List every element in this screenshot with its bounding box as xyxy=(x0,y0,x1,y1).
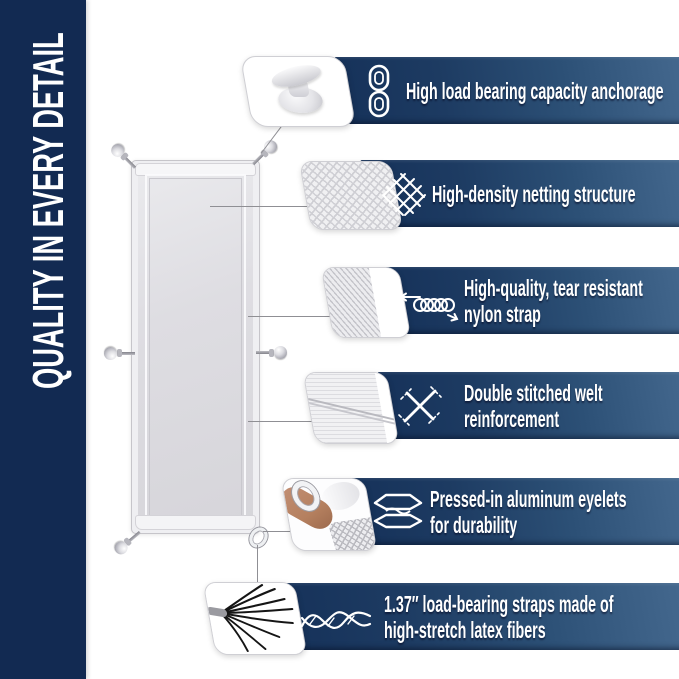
cross-stitch-icon xyxy=(396,382,444,430)
panel-bottom-rail xyxy=(135,515,256,530)
feature-text: Double stitched welt reinforcement xyxy=(464,379,603,432)
panel-frame-inner xyxy=(149,178,242,516)
feature-text: High-density netting structure xyxy=(432,180,636,207)
leader-line-netting xyxy=(210,206,307,207)
anchor-knob-top-right xyxy=(249,137,282,170)
feature-text: 1.37″ load-bearing straps made of high-stretch latex fibers xyxy=(384,590,614,643)
leader-line-strap xyxy=(248,316,330,317)
welt-seam-photo xyxy=(303,372,400,444)
feature-text: Pressed-in aluminum eyelets for durability xyxy=(430,485,627,538)
feature-text: High-quality, tear resistant nylon strap xyxy=(464,274,643,327)
fiber-fan-art xyxy=(204,583,307,654)
product-netting-panel xyxy=(131,160,260,534)
leader-line-eyelet xyxy=(263,531,290,532)
chain-link-icon xyxy=(364,64,394,118)
anchor-knob-mid-left xyxy=(103,346,135,360)
sidebar-banner xyxy=(0,0,86,679)
latex-fibers-photo xyxy=(203,582,308,655)
eyelet-layers-icon xyxy=(370,491,426,533)
leader-line-welt xyxy=(248,421,312,422)
netting-mesh-icon xyxy=(381,171,427,217)
eyelet-finger-photo xyxy=(281,478,378,551)
page-title: QUALITY IN EVERY DETAIL xyxy=(24,32,73,390)
anchorage-knob-photo xyxy=(240,56,357,127)
feature-text: High load bearing capacity anchorage xyxy=(406,77,664,104)
stretch-coil-icon xyxy=(398,288,460,330)
anchor-knob-bottom-left xyxy=(111,526,145,557)
anchor-knob-mid-right xyxy=(256,346,288,360)
leader-line-fibers xyxy=(257,545,258,583)
twisted-fiber-icon xyxy=(298,599,374,639)
